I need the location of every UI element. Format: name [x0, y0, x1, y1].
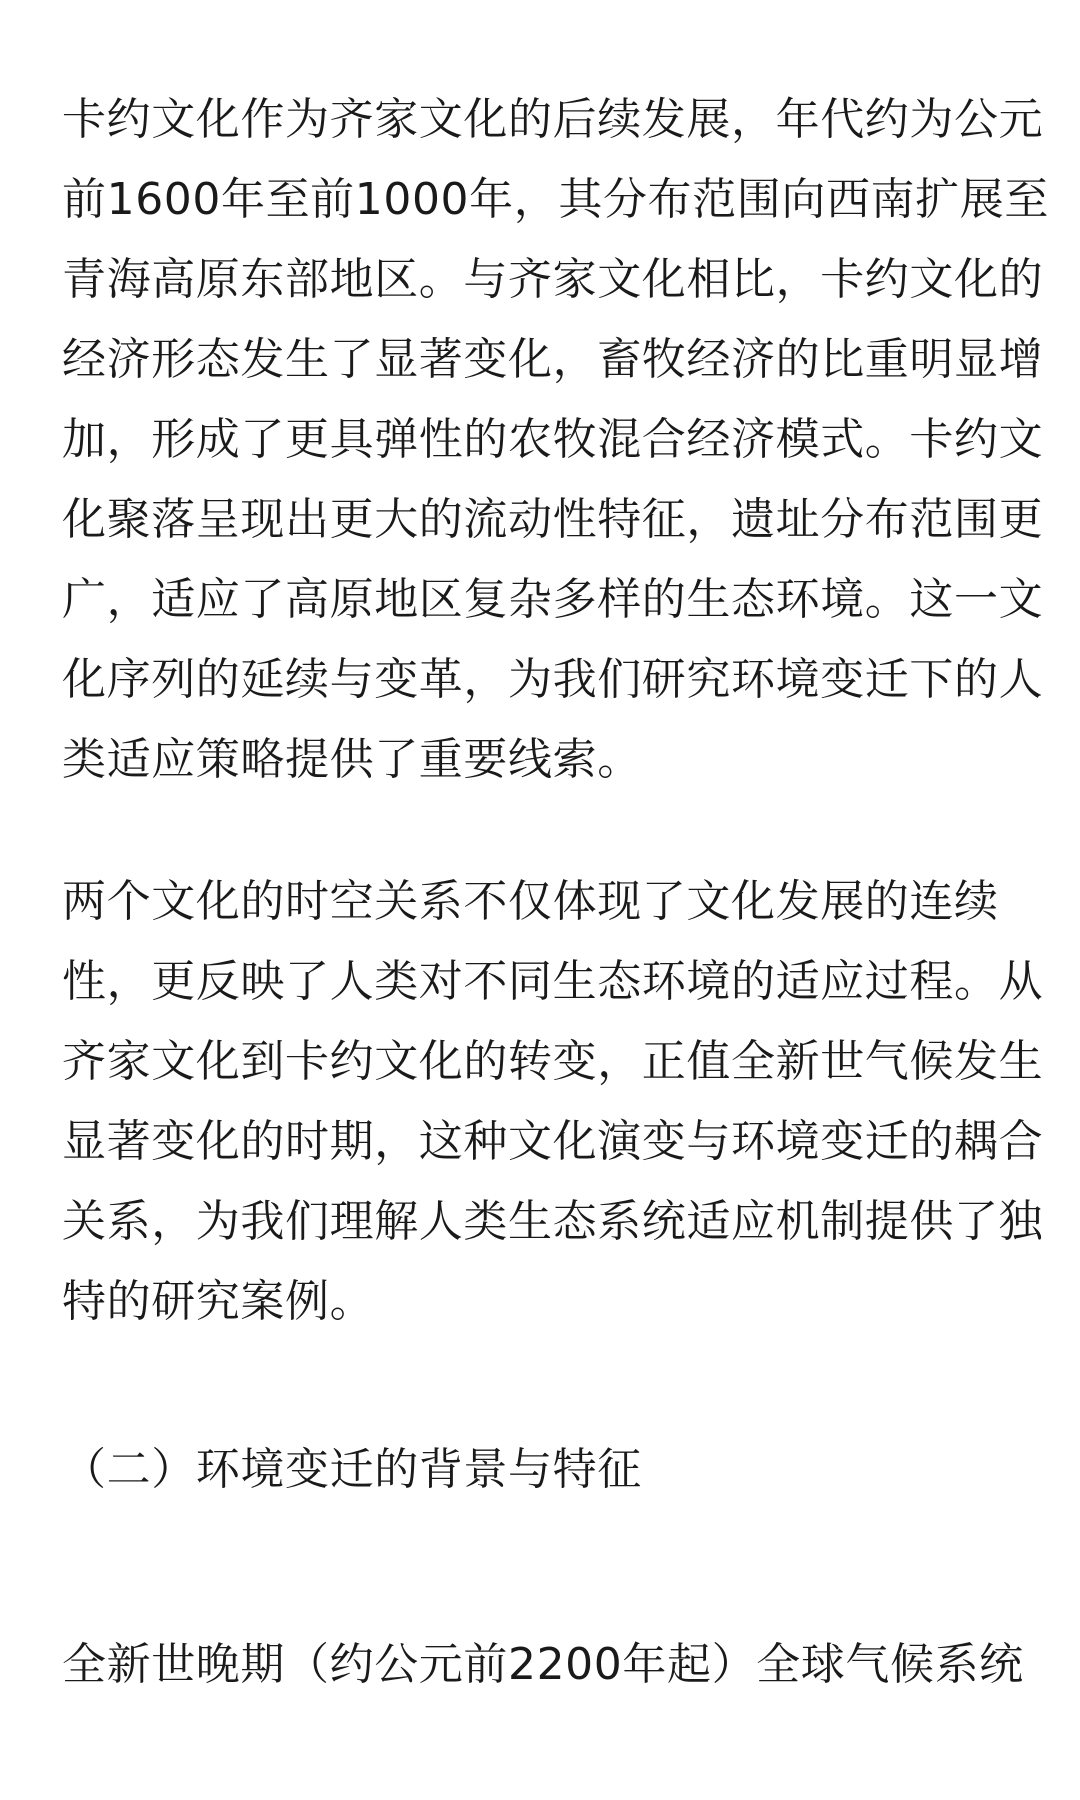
text-line: 广，适应了高原地区复杂多样的生态环境。这一文 — [62, 574, 1044, 625]
section-heading — [62, 1430, 642, 1510]
paragraph-late-holocene — [62, 1625, 1024, 1705]
text-line: 化聚落呈现出更大的流动性特征，遗址分布范围更 — [62, 494, 1044, 545]
text-line: 特的研究案例。 — [62, 1276, 375, 1327]
text-line: 全新世晚期（约公元前2200年起）全球气候系统 — [62, 1639, 1024, 1690]
paragraph-kayue-culture — [62, 80, 1049, 800]
text-line: 显著变化的时期，这种文化演变与环境变迁的耦合 — [62, 1116, 1044, 1167]
text-line: 青海高原东部地区。与齐家文化相比，卡约文化的 — [62, 254, 1044, 305]
text-line: 齐家文化到卡约文化的转变，正值全新世气候发生 — [62, 1036, 1044, 1087]
text-line: 两个文化的时空关系不仅体现了文化发展的连续 — [62, 876, 999, 927]
text-line: 类适应策略提供了重要线索。 — [62, 734, 642, 785]
text-line: 加，形成了更具弹性的农牧混合经济模式。卡约文 — [62, 414, 1044, 465]
text-line: 性，更反映了人类对不同生态环境的适应过程。从 — [62, 956, 1044, 1007]
section-heading-text: （二）环境变迁的背景与特征 — [62, 1444, 642, 1495]
text-line: 卡约文化作为齐家文化的后续发展，年代约为公元 — [62, 94, 1044, 145]
paragraph-spatiotemporal-relation — [62, 862, 1043, 1342]
text-line: 经济形态发生了显著变化，畜牧经济的比重明显增 — [62, 334, 1044, 385]
text-line: 前1600年至前1000年，其分布范围向西南扩展至 — [62, 174, 1049, 225]
text-line: 化序列的延续与变革，为我们研究环境变迁下的人 — [62, 654, 1044, 705]
text-line: 关系，为我们理解人类生态系统适应机制提供了独 — [62, 1196, 1044, 1247]
